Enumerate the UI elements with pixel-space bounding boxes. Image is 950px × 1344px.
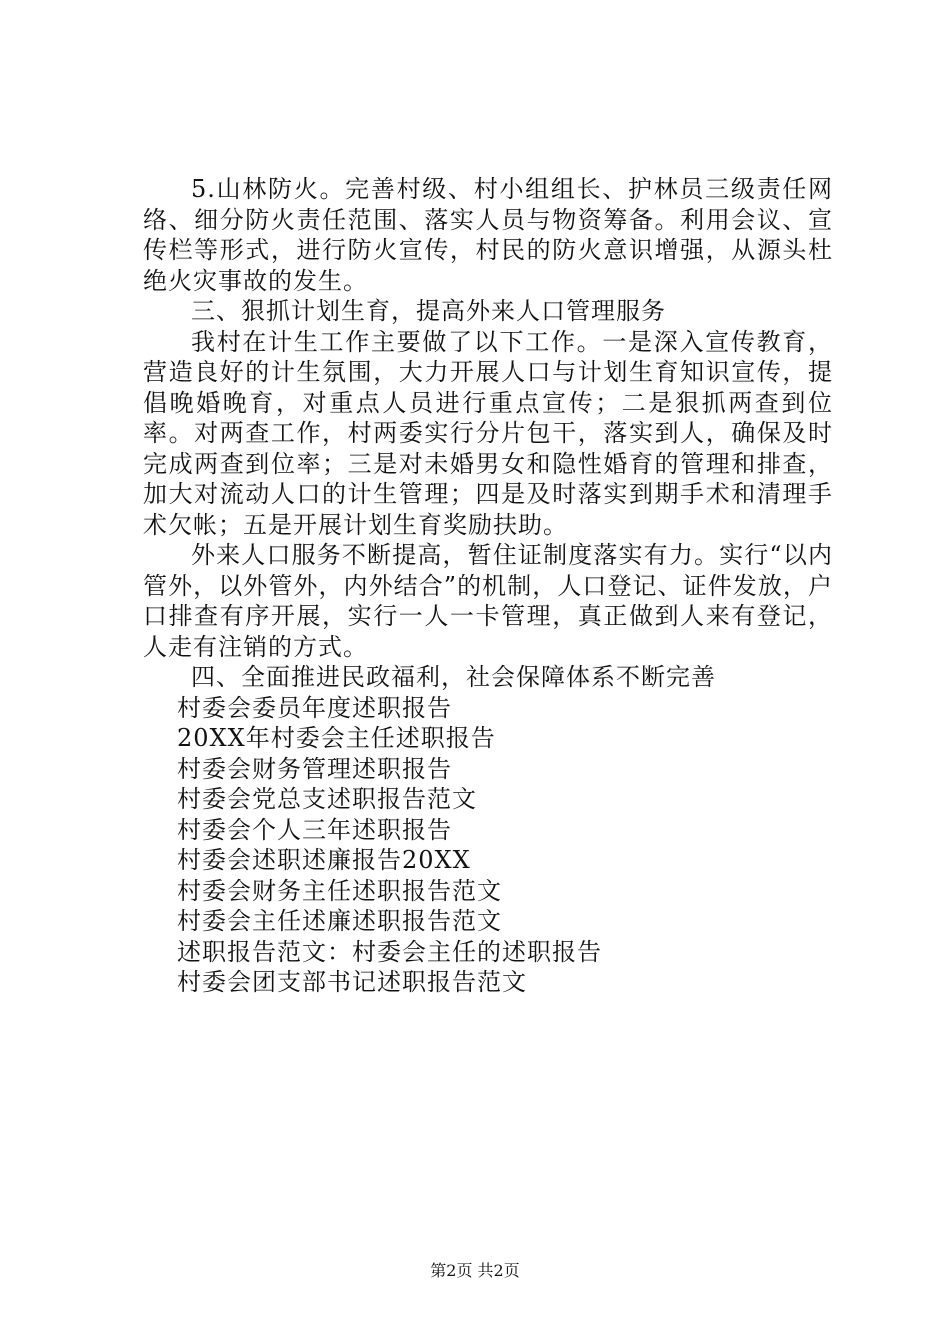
page-number-footer: 第2页 共2页	[430, 1261, 520, 1280]
section-heading-civil-welfare: 四、全面推进民政福利，社会保障体系不断完善	[191, 663, 716, 691]
related-link[interactable]: 村委会团支部书记述职报告范文	[177, 968, 527, 996]
related-links-list	[143, 693, 833, 998]
related-link[interactable]: 村委会财务主任述职报告范文	[177, 876, 502, 905]
related-link[interactable]: 村委会财务管理述职报告	[177, 754, 452, 783]
paragraph-family-planning-work: 我村在计生工作主要做了以下工作。一是深入宣传教育，营造良好的计生氛围，大力开展人口与计划生育知识宣传，提倡晚婚晚育，对重点人员进行重点宣传；二是狠抓两查到位率。对两查工作，村两委实行分片包干，落实到人，确保及时完成两查到位率；三是对未婚男女和隐性婚育的管理和排查，加大对流动人口的计生管理；四是及时落实到期手术和清理手术欠帐；五是开展计划生育奖励扶助。	[143, 327, 833, 539]
section-heading-family-planning: 三、狠抓计划生育，提高外来人口管理服务	[191, 297, 666, 325]
related-link[interactable]: 村委会委员年度述职报告	[177, 693, 452, 722]
paragraph-migrant-services: 外来人口服务不断提高，暂住证制度落实有力。实行“以内管外，以外管外，内外结合”的机制，人口登记、证件发放，户口排查有序开展，实行一人一卡管理，真正做到人来有登记，人走有注销的方式。	[143, 541, 833, 661]
related-link[interactable]: 村委会党总支述职报告范文	[177, 785, 477, 813]
paragraph-fire-prevention: 5.山林防火。完善村级、村小组组长、护林员三级责任网络、细分防火责任范围、落实人员与物资筹备。利用会议、宣传栏等形式，进行防火宣传，村民的防火意识增强，从源头杜绝火灾事故的发生。	[143, 175, 833, 295]
related-link[interactable]: 村委会述职述廉报告20XX	[177, 846, 471, 874]
related-link[interactable]: 村委会主任述廉述职报告范文	[177, 907, 502, 935]
related-link[interactable]: 述职报告范文：村委会主任的述职报告	[177, 937, 602, 966]
related-link[interactable]: 村委会个人三年述职报告	[177, 815, 452, 844]
related-link[interactable]: 20XX年村委会主任述职报告	[177, 724, 496, 752]
document-body	[143, 174, 833, 998]
